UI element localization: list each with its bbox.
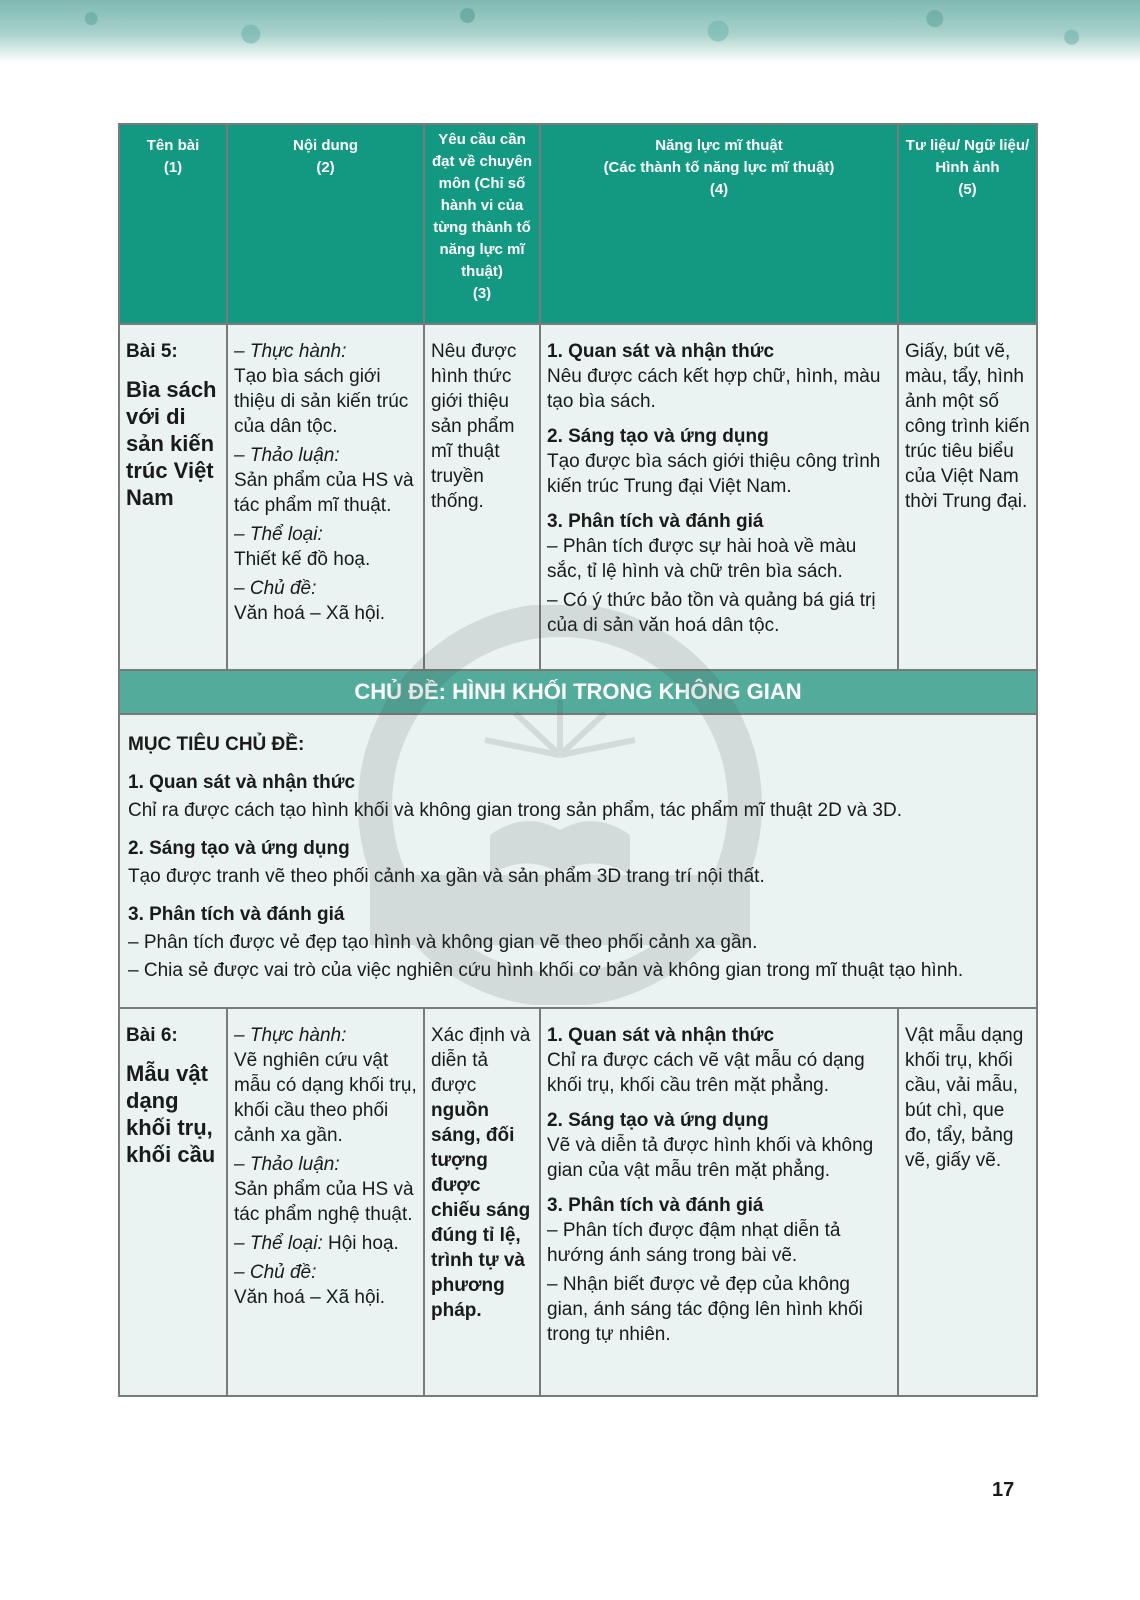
lesson5-s2-text: Tạo được bìa sách giới thiệu công trình kiến trúc Trung đại Việt Nam. (547, 451, 881, 497)
lesson5-s1-title: 1. Quan sát và nhận thức (547, 341, 775, 362)
lesson6-s2-title: 2. Sáng tạo và ứng dụng (547, 1110, 769, 1131)
lesson6-materials: Vật mẫu dạng khối trụ, khối cầu, vải mẫu, bút chì, que đo, tẩy, bảng vẽ, giấy vẽ. (905, 1025, 1024, 1171)
lesson5-genre-text: Thiết kế đồ hoạ. (234, 549, 371, 570)
lesson5-content-cell (227, 324, 424, 670)
lesson5-materials-cell (898, 324, 1037, 670)
lesson6-content-cell (227, 1008, 424, 1396)
topic-heading: CHỦ ĐỀ: HÌNH KHỐI TRONG KHÔNG GIAN (119, 670, 1037, 714)
lesson5-number: Bài 5: (126, 341, 178, 362)
lesson6-topic-label: – Chủ đề: (234, 1262, 317, 1283)
lesson5-title: Bìa sách với di sản kiến trúc Việt Nam (126, 377, 217, 510)
goal1-text: Chỉ ra được cách tạo hình khối và không gian trong sản phẩm, tác phẩm mĩ thuật 2D và 3D. (128, 800, 902, 821)
lesson5-s2-title: 2. Sáng tạo và ứng dụng (547, 426, 769, 447)
topic-goals-row (119, 714, 1037, 1008)
lesson5-s3-text1: – Phân tích được sự hài hoà về màu sắc, tỉ lệ hình và chữ trên bìa sách. (547, 536, 857, 582)
lesson6-practice-text: Vẽ nghiên cứu vật mẫu có dạng khối trụ, khối cầu theo phối cảnh xa gần. (234, 1050, 417, 1146)
banner-texture (0, 0, 1140, 62)
header-col1: Tên bài (1) (119, 124, 227, 324)
lesson6-requirement-plain: Xác định và diễn tả được (431, 1025, 531, 1096)
goal2-title: 2. Sáng tạo và ứng dụng (128, 838, 350, 859)
lesson5-discuss-text: Sản phẩm của HS và tác phẩm mĩ thuật. (234, 470, 414, 516)
curriculum-table-wrapper (118, 123, 1036, 1397)
header-col2: Nội dung (2) (227, 124, 424, 324)
lesson6-requirement-bold: nguồn sáng, đối tượng được chiếu sáng đúng tỉ lệ, trình tự và phương pháp. (431, 1100, 531, 1321)
lesson6-topic-text: Văn hoá – Xã hội. (234, 1287, 386, 1308)
page-number: 17 (992, 1479, 1015, 1501)
lesson6-s1-text: Chỉ ra được cách vẽ vật mẫu có dạng khối trụ, khối cầu trên mặt phẳng. (547, 1050, 865, 1096)
lesson5-genre-label: – Thể loại: (234, 524, 323, 545)
lesson5-materials: Giấy, bút vẽ, màu, tẩy, hình ảnh một số công trình kiến trúc tiêu biểu của Việt Nam thời Trung đại. (905, 341, 1030, 512)
goal3-text1: – Phân tích được vẻ đẹp tạo hình và không gian vẽ theo phối cảnh xa gần. (128, 932, 758, 953)
lesson6-s3-text2: – Nhận biết được vẻ đẹp của không gian, ánh sáng tác động lên hình khối trong tự nhiên. (547, 1274, 863, 1345)
lesson6-practice-label: – Thực hành: (234, 1025, 347, 1046)
lesson6-s1-title: 1. Quan sát và nhận thức (547, 1025, 775, 1046)
lesson6-discuss-label: – Thảo luận: (234, 1154, 340, 1175)
lesson6-requirement-cell (424, 1008, 540, 1396)
lesson6-competency-cell (540, 1008, 898, 1396)
lesson5-practice-label: – Thực hành: (234, 341, 347, 362)
lesson5-topic-label: – Chủ đề: (234, 578, 317, 599)
goal3-text2: – Chia sẻ được vai trò của việc nghiên cứu hình khối cơ bản và không gian trong mĩ thuật tạo hình. (128, 960, 964, 981)
topic-heading-row (119, 670, 1037, 714)
topic-goals-cell (119, 714, 1037, 1008)
lesson5-competency-cell (540, 324, 898, 670)
lesson5-requirement: Nêu được hình thức giới thiệu sản phẩm mĩ thuật truyền thống. (431, 341, 517, 512)
lesson6-discuss-text: Sản phẩm của HS và tác phẩm nghệ thuật. (234, 1179, 414, 1225)
lesson5-row (119, 324, 1037, 670)
header-col3: Yêu cầu cần đạt về chuyên môn (Chỉ số hành vi của từng thành tố năng lực mĩ thuật) (3) (424, 124, 540, 324)
lesson6-s3-title: 3. Phân tích và đánh giá (547, 1195, 764, 1216)
header-row (119, 124, 1037, 324)
lesson6-genre-label: – Thể loại: (234, 1233, 323, 1254)
goal1-title: 1. Quan sát và nhận thức (128, 772, 356, 793)
lesson6-genre-text: Hội hoạ. (328, 1233, 399, 1254)
lesson6-title: Mẫu vật dạng khối trụ, khối cầu (126, 1061, 216, 1167)
lesson6-materials-cell (898, 1008, 1037, 1396)
header-col5: Tư liệu/ Ngữ liệu/ Hình ảnh (5) (898, 124, 1037, 324)
lesson6-number: Bài 6: (126, 1025, 178, 1046)
lesson6-s3-text1: – Phân tích được đậm nhạt diễn tả hướng ánh sáng trong bài vẽ. (547, 1220, 841, 1266)
lesson6-s2-text: Vẽ và diễn tả được hình khối và không gian của vật mẫu trên mặt phẳng. (547, 1135, 874, 1181)
lesson5-requirement-cell (424, 324, 540, 670)
goal2-text: Tạo được tranh vẽ theo phối cảnh xa gần và sản phẩm 3D trang trí nội thất. (128, 866, 765, 887)
lesson6-row (119, 1008, 1037, 1396)
lesson5-s1-text: Nêu được cách kết hợp chữ, hình, màu tạo bìa sách. (547, 366, 881, 412)
curriculum-table (118, 123, 1038, 1397)
lesson6-genre (234, 1231, 417, 1256)
lesson5-s3-text2: – Có ý thức bảo tồn và quảng bá giá trị của di sản văn hoá dân tộc. (547, 590, 876, 636)
goal-heading: MỤC TIÊU CHỦ ĐỀ: (128, 734, 305, 755)
lesson5-practice-text: Tạo bìa sách giới thiệu di sản kiến trúc của dân tộc. (234, 366, 409, 437)
lesson5-s3-title: 3. Phân tích và đánh giá (547, 511, 764, 532)
lesson5-topic-text: Văn hoá – Xã hội. (234, 603, 386, 624)
header-col4: Năng lực mĩ thuật (Các thành tố năng lực mĩ thuật) (4) (540, 124, 898, 324)
lesson5-discuss-label: – Thảo luận: (234, 445, 340, 466)
lesson5-name-cell (119, 324, 227, 670)
goal3-title: 3. Phân tích và đánh giá (128, 904, 345, 925)
lesson6-name-cell (119, 1008, 227, 1396)
